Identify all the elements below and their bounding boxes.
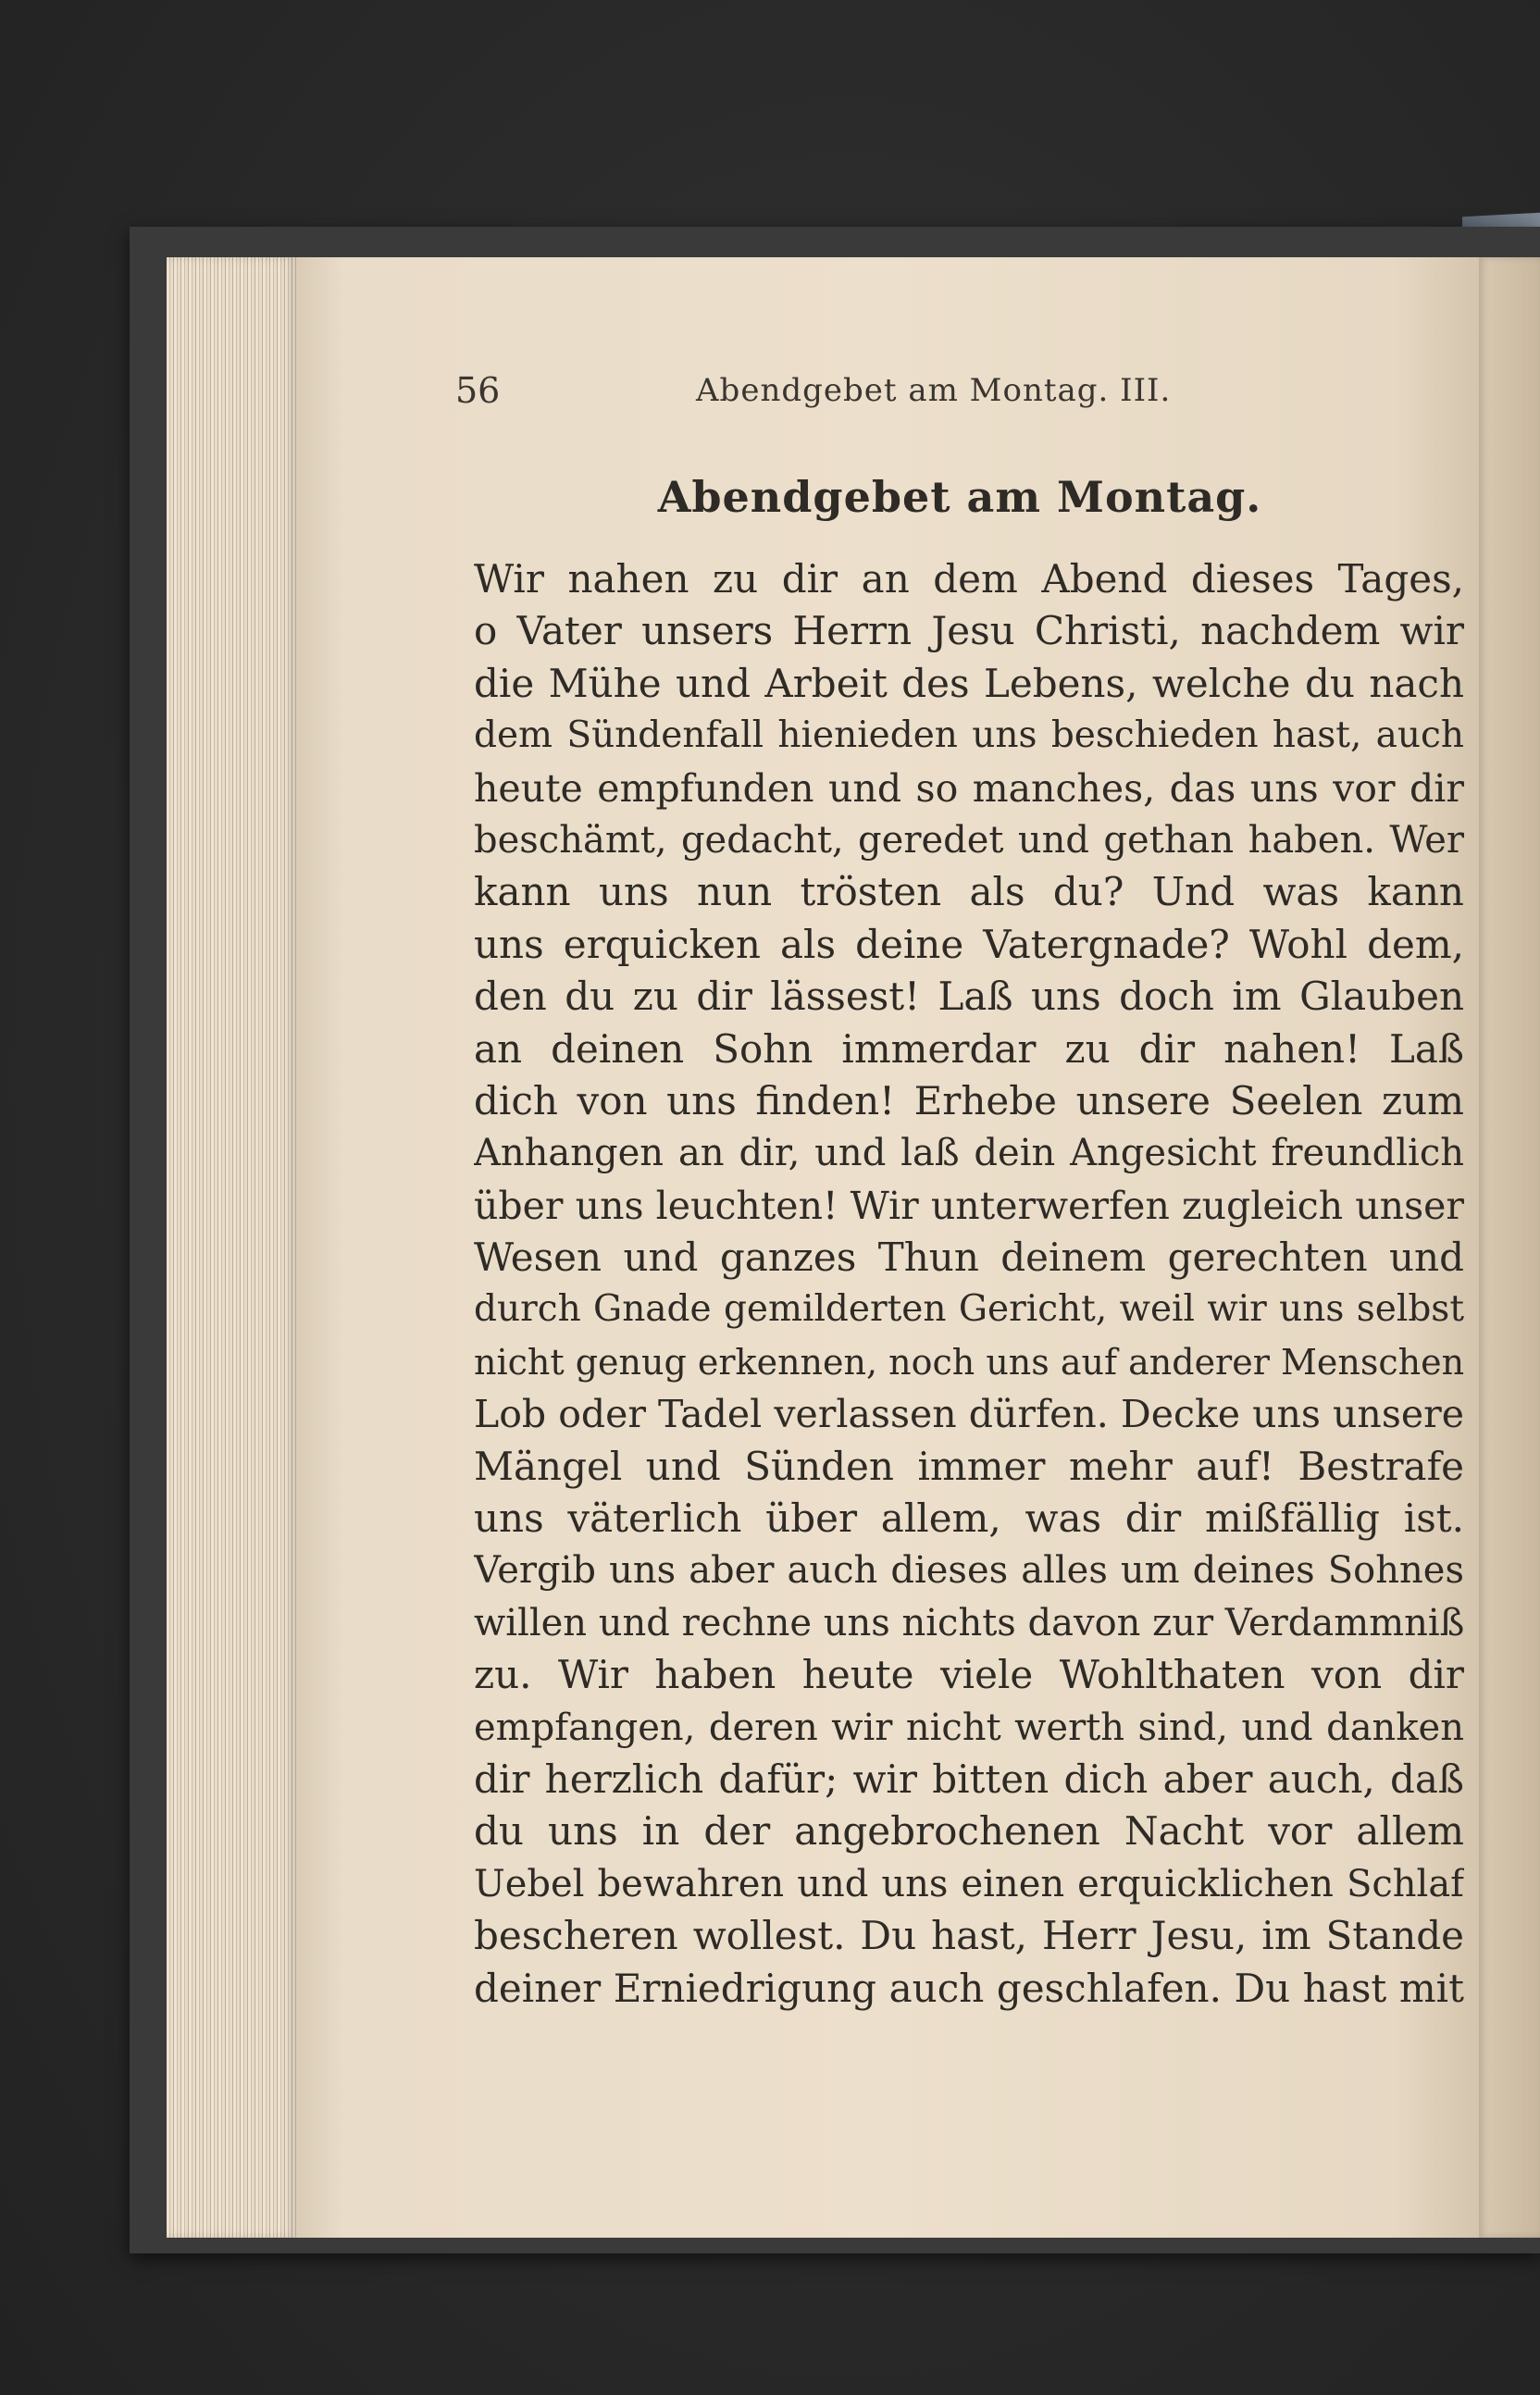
text-line: den du zu dir lässest! Laß uns doch im Glauben — [474, 974, 1464, 1020]
text-line: beschämt, gedacht, geredet und gethan haben. Wer — [474, 818, 1464, 862]
text-line: kann uns nun trösten als du? Und was kann — [474, 869, 1464, 915]
text-line: nicht genug erkennen, noch uns auf anderer Menschen — [474, 1341, 1464, 1383]
page-right-edge — [1479, 257, 1540, 2238]
text-line: empfangen, deren wir nicht werth sind, und danken — [474, 1706, 1464, 1749]
text-line: uns väterlich über allem, was dir mißfällig ist. — [474, 1495, 1464, 1542]
text-line: Lob oder Tadel verlassen dürfen. Decke uns unsere — [474, 1392, 1464, 1437]
text-line: Wir nahen zu dir an dem Abend dieses Tages, — [474, 556, 1464, 602]
text-line: bescheren wollest. Du hast, Herr Jesu, im Stande — [474, 1913, 1464, 1959]
page-header — [455, 370, 1473, 426]
text-line: Uebel bewahren und uns einen erquicklichen Schlaf — [474, 1862, 1464, 1905]
text-line: dich von uns finden! Erhebe unsere Seelen zum — [474, 1077, 1464, 1123]
text-line: durch Gnade gemilderten Gericht, weil wir uns selbst — [474, 1288, 1464, 1331]
text-line: die Mühe und Arbeit des Lebens, welche du nach — [474, 660, 1464, 706]
text-line: o Vater unsers Herrn Jesu Christi, nachdem wir — [474, 608, 1464, 654]
text-line: deiner Erniedrigung auch geschlafen. Du hast mit — [474, 1965, 1464, 2011]
text-line: Anhangen an dir, und laß dein Angesicht freundlich — [474, 1132, 1464, 1175]
section-title: Abendgebet am Montag. — [657, 472, 1262, 522]
text-line: zu. Wir haben heute viele Wohlthaten von dir — [474, 1652, 1464, 1698]
text-line: dem Sündenfall hienieden uns beschieden hast, auch — [474, 714, 1464, 757]
body-text — [474, 553, 1464, 2015]
page-edges — [167, 257, 296, 2238]
text-line: dir herzlich dafür; wir bitten dich aber auch, daß — [474, 1756, 1464, 1802]
text-line: an deinen Sohn immerdar zu dir nahen! Laß — [474, 1025, 1464, 1072]
text-line: über uns leuchten! Wir unterwerfen zugleich unser — [474, 1183, 1464, 1228]
text-line: heute empfunden und so manches, das uns vor dir — [474, 765, 1464, 811]
text-line: Vergib uns aber auch dieses alles um deines Sohnes — [474, 1549, 1464, 1593]
text-line: du uns in der angebrochenen Nacht vor allem — [474, 1808, 1464, 1855]
page-number: 56 — [455, 370, 501, 411]
text-line: willen und rechne uns nichts davon zur Verdammniß — [474, 1601, 1464, 1644]
text-line: uns erquicken als deine Vatergnade? Wohl dem, — [474, 921, 1464, 967]
text-line: Wesen und ganzes Thun deinem gerechten und — [474, 1235, 1464, 1281]
text-line: Mängel und Sünden immer mehr auf! Bestrafe — [474, 1443, 1464, 1489]
running-head: Abendgebet am Montag. III. — [696, 372, 1172, 409]
